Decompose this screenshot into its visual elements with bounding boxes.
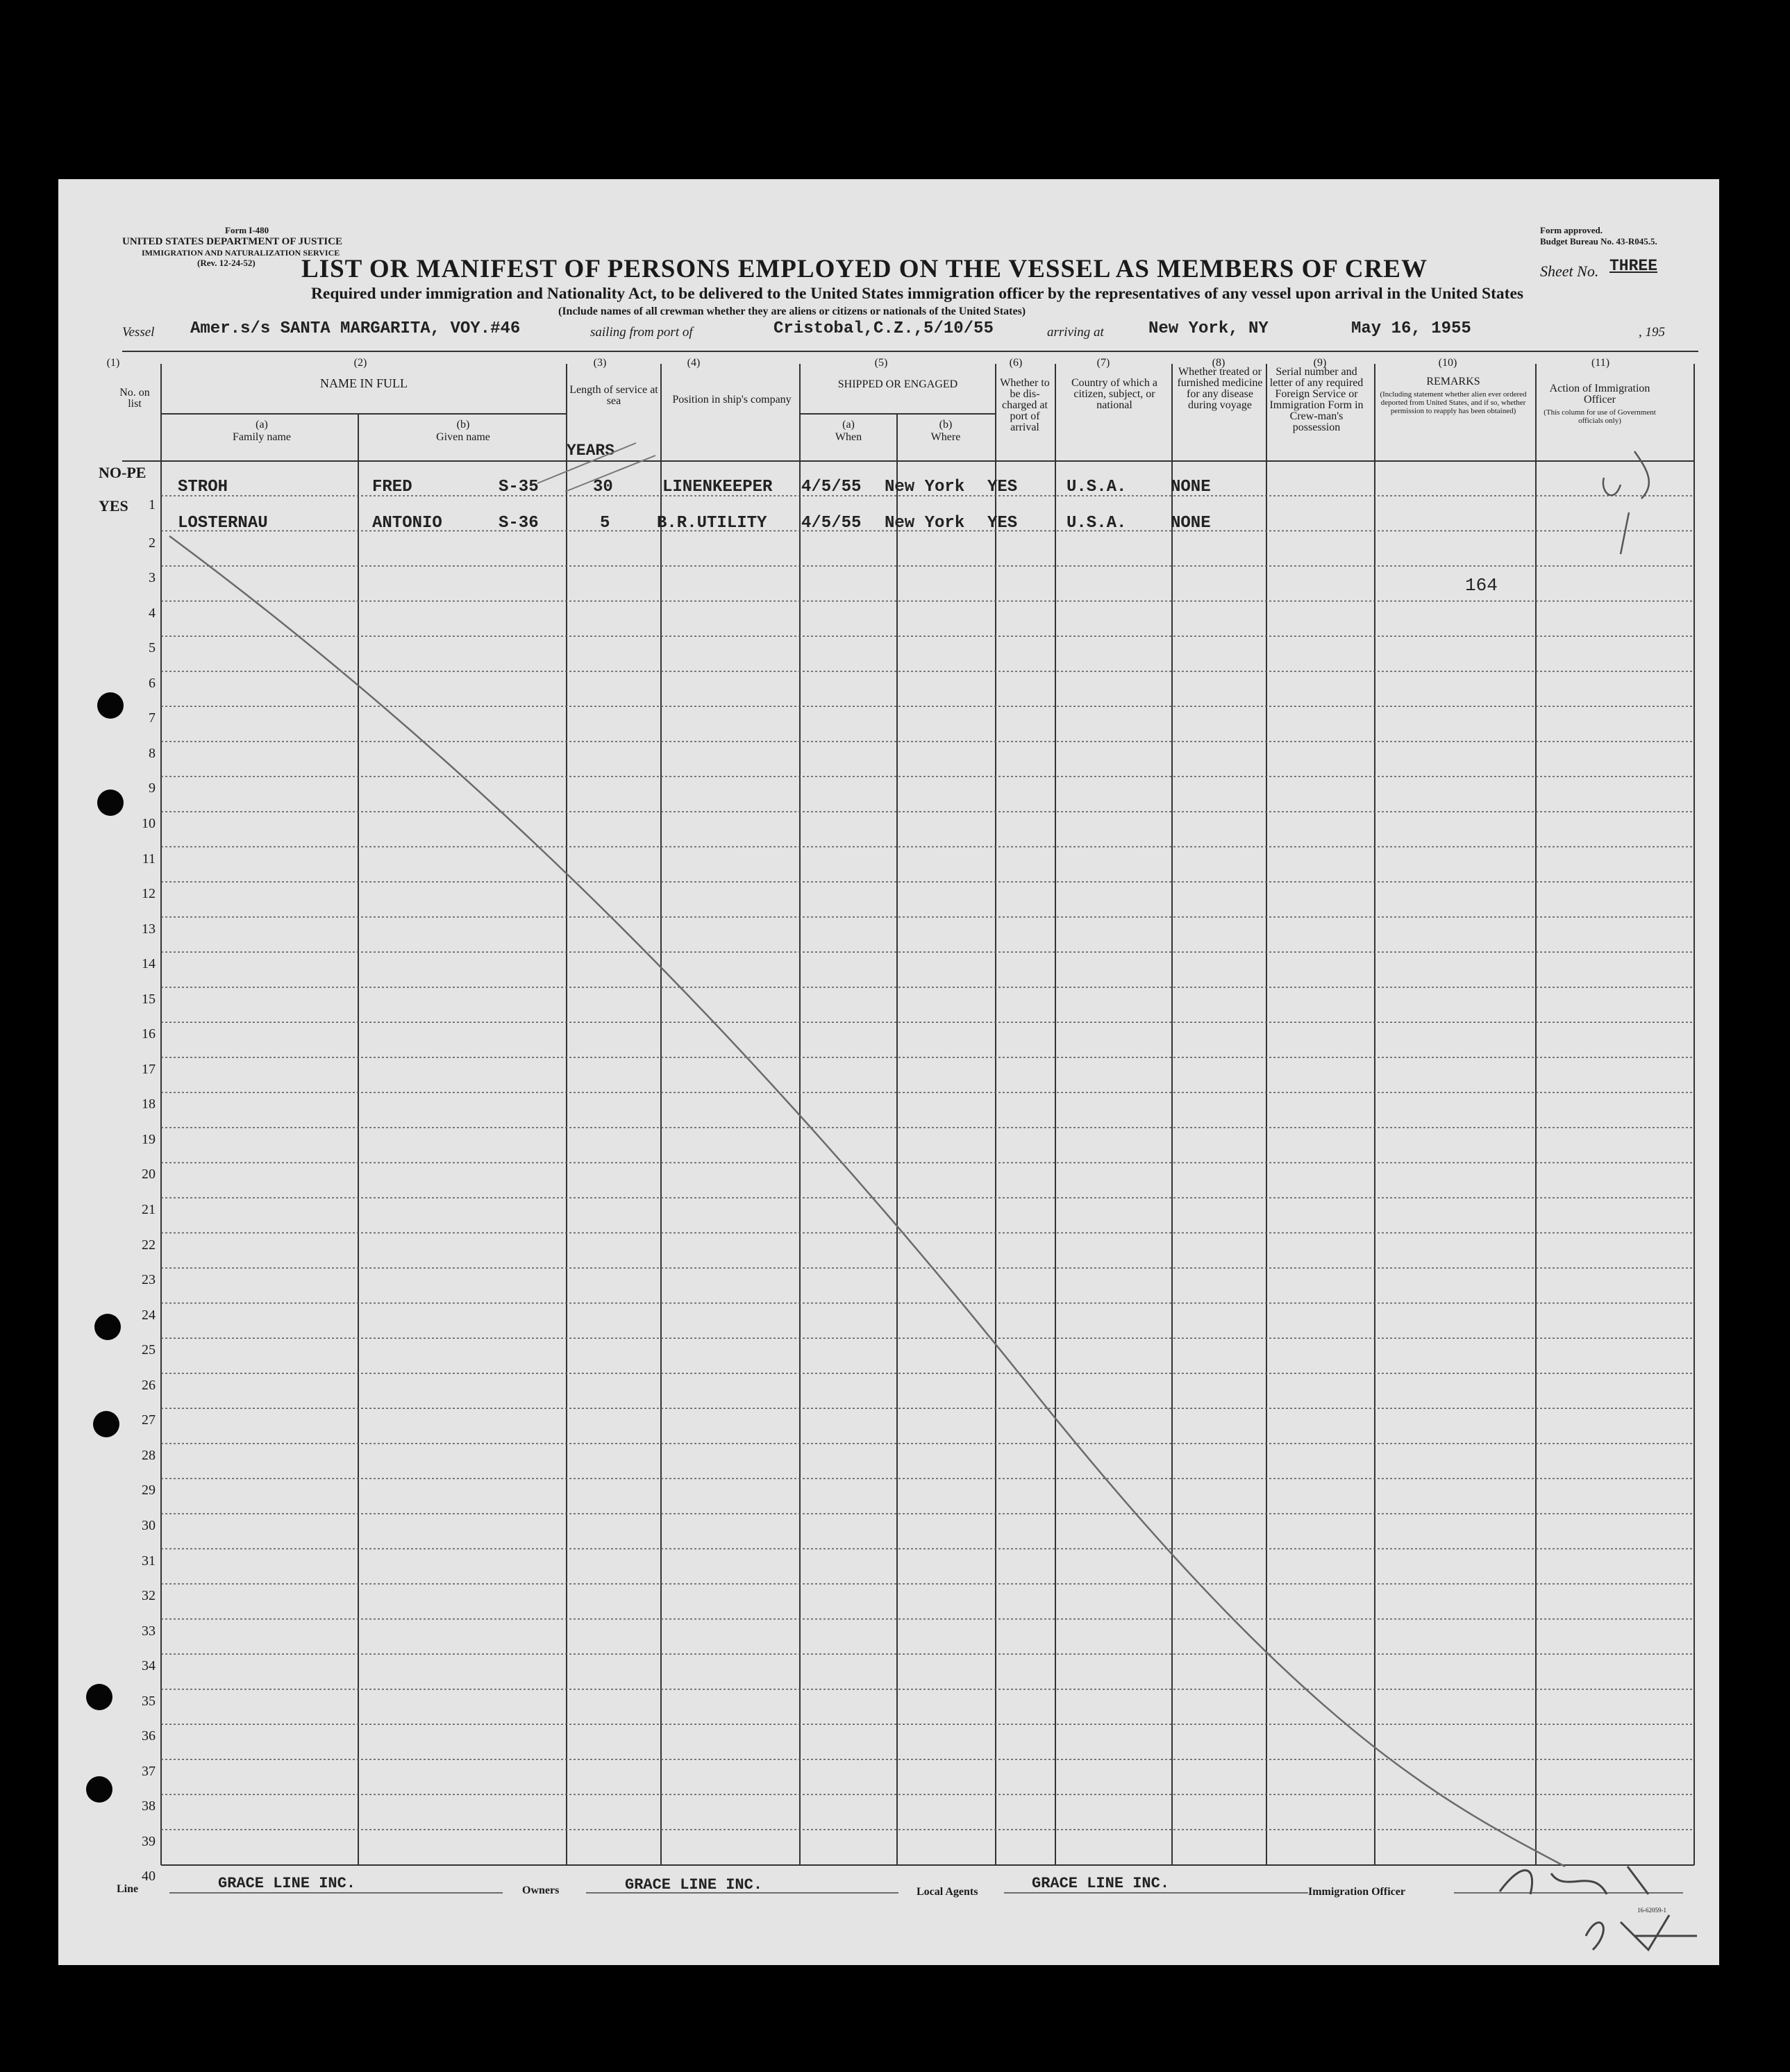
years-label: YEARS — [567, 442, 615, 460]
crew-years: 30 — [593, 478, 613, 496]
col3-number: (3) — [593, 357, 607, 369]
col5a-letter: (a) — [842, 419, 855, 431]
col4-heading: Position in ship's company — [672, 394, 792, 406]
footer-agents-value: GRACE LINE INC. — [1032, 1875, 1170, 1892]
margin-note-no-pe: NO-PE — [99, 464, 147, 481]
row-number: 1 — [149, 497, 156, 512]
pen-strike-line — [169, 536, 1565, 1866]
form-number: Form I-480 — [225, 225, 269, 235]
col5-heading: SHIPPED OR ENGAGED — [837, 378, 958, 390]
footer-line-value: GRACE LINE INC. — [218, 1875, 356, 1892]
sailing-value: Cristobal,C.Z.,5/10/55 — [773, 319, 994, 338]
footer-owners-label: Owners — [522, 1885, 560, 1896]
row-number: 18 — [142, 1096, 156, 1112]
crew-code: S-36 — [499, 514, 539, 533]
punch-hole — [97, 789, 124, 816]
col10-heading: REMARKS — [1426, 376, 1480, 387]
punch-hole — [97, 692, 124, 719]
crew-medicine: NONE — [1171, 514, 1211, 533]
row-number: 25 — [142, 1342, 156, 1358]
col2b-heading: Given name — [436, 431, 490, 443]
row-number: 17 — [142, 1061, 156, 1077]
crew-family-name: STROH — [178, 478, 228, 496]
form-revision: (Rev. 12-24-52) — [197, 258, 256, 268]
row-number: 23 — [142, 1272, 156, 1288]
row-number: 20 — [142, 1167, 156, 1183]
crew-when: 4/5/55 — [801, 478, 862, 496]
form-approved: Form approved. — [1540, 225, 1603, 235]
row-number: 13 — [142, 921, 156, 937]
service-name: IMMIGRATION AND NATURALIZATION SERVICE — [142, 248, 340, 258]
footer-print-code: 16-62059-1 — [1637, 1907, 1666, 1914]
row-number: 10 — [142, 815, 156, 831]
col10-subheading: (Including statement whether alien ever ordered deported from United States, and if so, whether permission to reapply has been obtained) — [1380, 390, 1527, 415]
col2b-letter: (b) — [456, 419, 470, 431]
crew-medicine: NONE — [1171, 478, 1211, 496]
officer-signature-2 — [1586, 1915, 1697, 1950]
row-number: 27 — [142, 1412, 156, 1428]
row-number: 9 — [149, 780, 156, 796]
punch-hole — [86, 1776, 112, 1803]
col4-number: (4) — [687, 357, 701, 369]
row-number: 22 — [142, 1237, 156, 1253]
col5b-heading: Where — [930, 431, 961, 443]
crew-code: S-35 — [499, 478, 539, 496]
crew-country: U.S.A. — [1067, 514, 1127, 533]
col5-number: (5) — [874, 357, 888, 369]
punch-hole — [86, 1684, 112, 1710]
col1-heading: No. on list — [119, 387, 150, 410]
col5b-letter: (b) — [939, 419, 953, 431]
crew-years: 5 — [600, 514, 610, 533]
remarks-note: 164 — [1465, 575, 1498, 596]
footer-agents-label: Local Agents — [917, 1886, 978, 1898]
crew-position: LINENKEEPER — [662, 478, 773, 496]
col3-heading: Length of service at sea — [569, 384, 658, 407]
officer-signature — [1500, 1866, 1648, 1894]
col7-heading: Country of which a citizen, subject, or national — [1071, 377, 1157, 411]
page-title: LIST OR MANIFEST OF PERSONS EMPLOYED ON THE VESSEL AS MEMBERS OF CREW — [301, 255, 1428, 283]
col8-number: (8) — [1212, 357, 1226, 369]
row-number: 33 — [142, 1623, 156, 1639]
vessel-value: Amer.s/s SANTA MARGARITA, VOY.#46 — [190, 319, 521, 338]
punch-hole — [93, 1411, 119, 1437]
sheet-label: Sheet No. — [1540, 262, 1599, 280]
footer-line-label: Line — [117, 1883, 139, 1895]
arriving-value: New York, NY — [1148, 319, 1269, 338]
col2a-letter: (a) — [256, 419, 268, 431]
col9-heading: Serial number and letter of any required Foreign Service or Immigration Form in Crew-man's possession — [1269, 366, 1364, 433]
col11-heading: Action of Immigration Officer — [1549, 383, 1650, 406]
arrival-date: May 16, 1955 — [1351, 319, 1471, 338]
sailing-label: sailing from port of — [590, 325, 693, 340]
department-name: UNITED STATES DEPARTMENT OF JUSTICE — [122, 236, 343, 247]
form-grid — [58, 179, 1719, 1965]
page-subtitle: Required under immigration and Nationality Act, to be delivered to the United States immigration officer by the representatives of any vessel upon arrival in the United States — [310, 285, 1524, 303]
row-number: 14 — [142, 956, 156, 972]
row-number: 29 — [142, 1482, 156, 1498]
row-number: 11 — [142, 851, 156, 867]
row-number: 38 — [142, 1798, 156, 1814]
crew-where: New York — [885, 478, 965, 496]
row-number: 37 — [142, 1763, 156, 1779]
margin-note-yes: YES — [99, 497, 128, 515]
crew-family-name: LOSTERNAU — [178, 514, 268, 533]
crew-discharged: YES — [987, 478, 1018, 496]
col11-number: (11) — [1591, 357, 1610, 369]
row-number: 39 — [142, 1833, 156, 1849]
col8-heading: Whether treated or furnished medicine for any disease during voyage — [1177, 366, 1263, 411]
row-number: 16 — [142, 1026, 156, 1042]
row-number: 21 — [142, 1202, 156, 1217]
row-number: 8 — [149, 745, 156, 761]
col6-number: (6) — [1009, 357, 1023, 369]
col7-number: (7) — [1096, 357, 1110, 369]
row-number: 32 — [142, 1588, 156, 1604]
punch-hole — [94, 1314, 121, 1340]
col2-heading: NAME IN FULL — [320, 376, 408, 390]
row-number: 3 — [149, 570, 156, 586]
row-number: 19 — [142, 1131, 156, 1147]
row-number: 36 — [142, 1728, 156, 1744]
crew-given-name: FRED — [372, 478, 412, 496]
row-lines — [161, 496, 1694, 1830]
footer-officer-label: Immigration Officer — [1308, 1886, 1405, 1898]
vessel-label: Vessel — [122, 325, 155, 340]
row-number: 4 — [149, 605, 156, 621]
col2-number: (2) — [353, 357, 367, 369]
budget-bureau: Budget Bureau No. 43-R045.5. — [1540, 236, 1657, 247]
col6-heading: Whether to be dis-charged at port of arrival — [1000, 377, 1050, 433]
row-number: 30 — [142, 1517, 156, 1533]
row-number: 40 — [142, 1869, 156, 1885]
col10-number: (10) — [1438, 357, 1457, 369]
crew-when: 4/5/55 — [801, 514, 862, 533]
row-number: 15 — [142, 991, 156, 1007]
row-number: 26 — [142, 1377, 156, 1393]
col11-subheading: (This column for use of Government officials only) — [1544, 408, 1656, 425]
crew-discharged: YES — [987, 514, 1018, 533]
row-number: 31 — [142, 1553, 156, 1569]
officer-initials-mark — [1603, 451, 1649, 554]
row-number: 5 — [149, 640, 156, 656]
col5a-heading: When — [835, 431, 862, 443]
include-note: (Include names of all crewman whether they are aliens or citizens or nationals of the United States) — [558, 306, 1026, 317]
arriving-label: arriving at — [1047, 325, 1104, 340]
col1-number: (1) — [106, 357, 120, 369]
pen-strike-mark — [537, 443, 636, 483]
footer-owners-value: GRACE LINE INC. — [625, 1876, 763, 1894]
row-number: 24 — [142, 1307, 156, 1323]
sheet-number: THREE — [1609, 257, 1658, 275]
manifest-sheet — [58, 179, 1719, 1965]
row-number: 7 — [149, 710, 156, 726]
col2a-heading: Family name — [233, 431, 291, 443]
crew-position: B.R.UTILITY — [657, 514, 767, 533]
row-number: 6 — [149, 675, 156, 691]
col9-number: (9) — [1313, 357, 1327, 369]
row-number: 12 — [142, 886, 156, 902]
grid-frame — [122, 351, 1698, 1865]
row-number: 28 — [142, 1447, 156, 1463]
year-suffix: , 195 — [1639, 325, 1665, 340]
crew-given-name: ANTONIO — [372, 514, 442, 533]
row-number: 35 — [142, 1693, 156, 1709]
row-number: 2 — [149, 535, 156, 551]
row-number: 34 — [142, 1658, 156, 1674]
crew-country: U.S.A. — [1067, 478, 1127, 496]
crew-where: New York — [885, 514, 965, 533]
